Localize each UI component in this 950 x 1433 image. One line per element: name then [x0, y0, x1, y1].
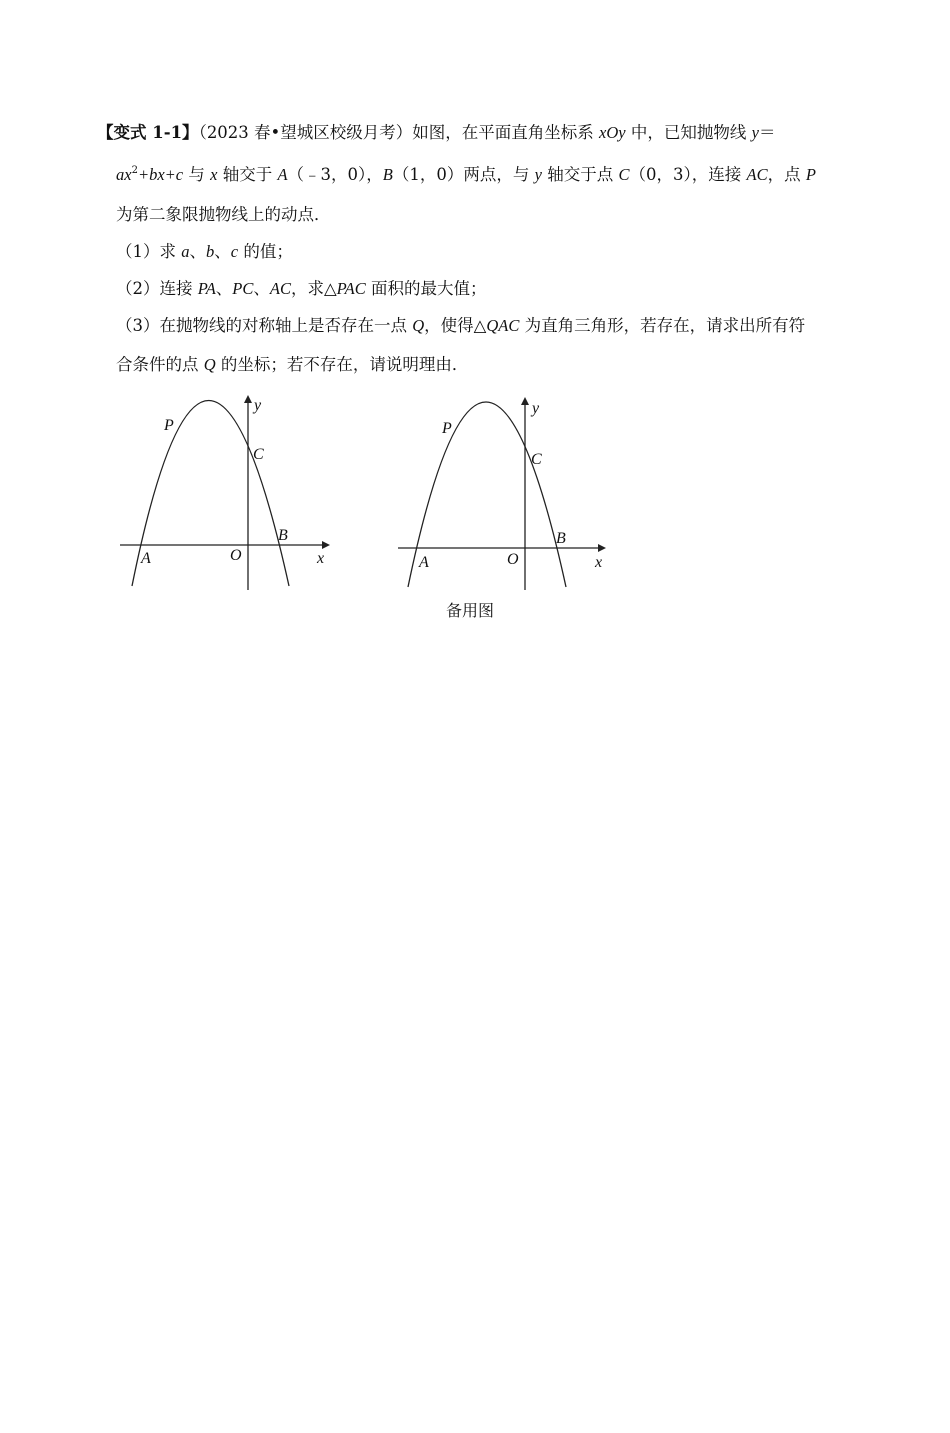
label-P: P: [164, 417, 174, 434]
x-axis-arrow: [598, 544, 606, 552]
label-y: y: [254, 397, 262, 414]
y-axis-arrow: [244, 395, 252, 403]
figure-parabola-backup: [388, 395, 628, 595]
label-C: C: [253, 446, 264, 463]
problem-line-2: $ax^2+bx+c$ 与 x 轴交于 A（﹣3，0），B（1，0）两点，与 y 轴交于点 C（0，3），连接 AC，点 P: [116, 165, 816, 184]
variant-tag: 【变式 1-1】: [97, 123, 199, 142]
figure-parabola-main: [110, 395, 350, 595]
label-B: B: [278, 527, 288, 544]
x-axis-arrow: [322, 541, 330, 549]
label-C: C: [531, 451, 542, 468]
label-A: A: [419, 554, 429, 571]
label-y: y: [532, 400, 540, 417]
label-A: A: [141, 550, 151, 567]
label-B: B: [556, 530, 566, 547]
y-axis-arrow: [521, 397, 529, 405]
label-O: O: [230, 547, 242, 564]
label-O: O: [507, 551, 519, 568]
parabola-curve: [408, 402, 566, 587]
label-x: x: [595, 554, 603, 571]
problem-line-1: 【变式 1-1】（2023 春•望城区校级月考）如图，在平面直角坐标系 xOy 中，已知抛物线 y＝: [97, 123, 776, 142]
question-1: （1）求 a、b、c 的值；: [116, 242, 293, 261]
parabola-curve: [132, 401, 289, 587]
problem-line-3: 为第二象限抛物线上的动点．: [116, 205, 331, 224]
question-2: （2）连接 PA、PC、AC，求△PAC 面积的最大值；: [116, 279, 487, 298]
figure-caption: 备用图: [446, 601, 495, 620]
label-x: x: [317, 550, 325, 567]
question-3: （3）在抛物线的对称轴上是否存在一点 Q，使得△QAC 为直角三角形，若存在，请求出所有符: [116, 316, 806, 335]
question-3-cont: 合条件的点 Q 的坐标；若不存在，请说明理由．: [116, 355, 469, 374]
label-P: P: [442, 420, 452, 437]
